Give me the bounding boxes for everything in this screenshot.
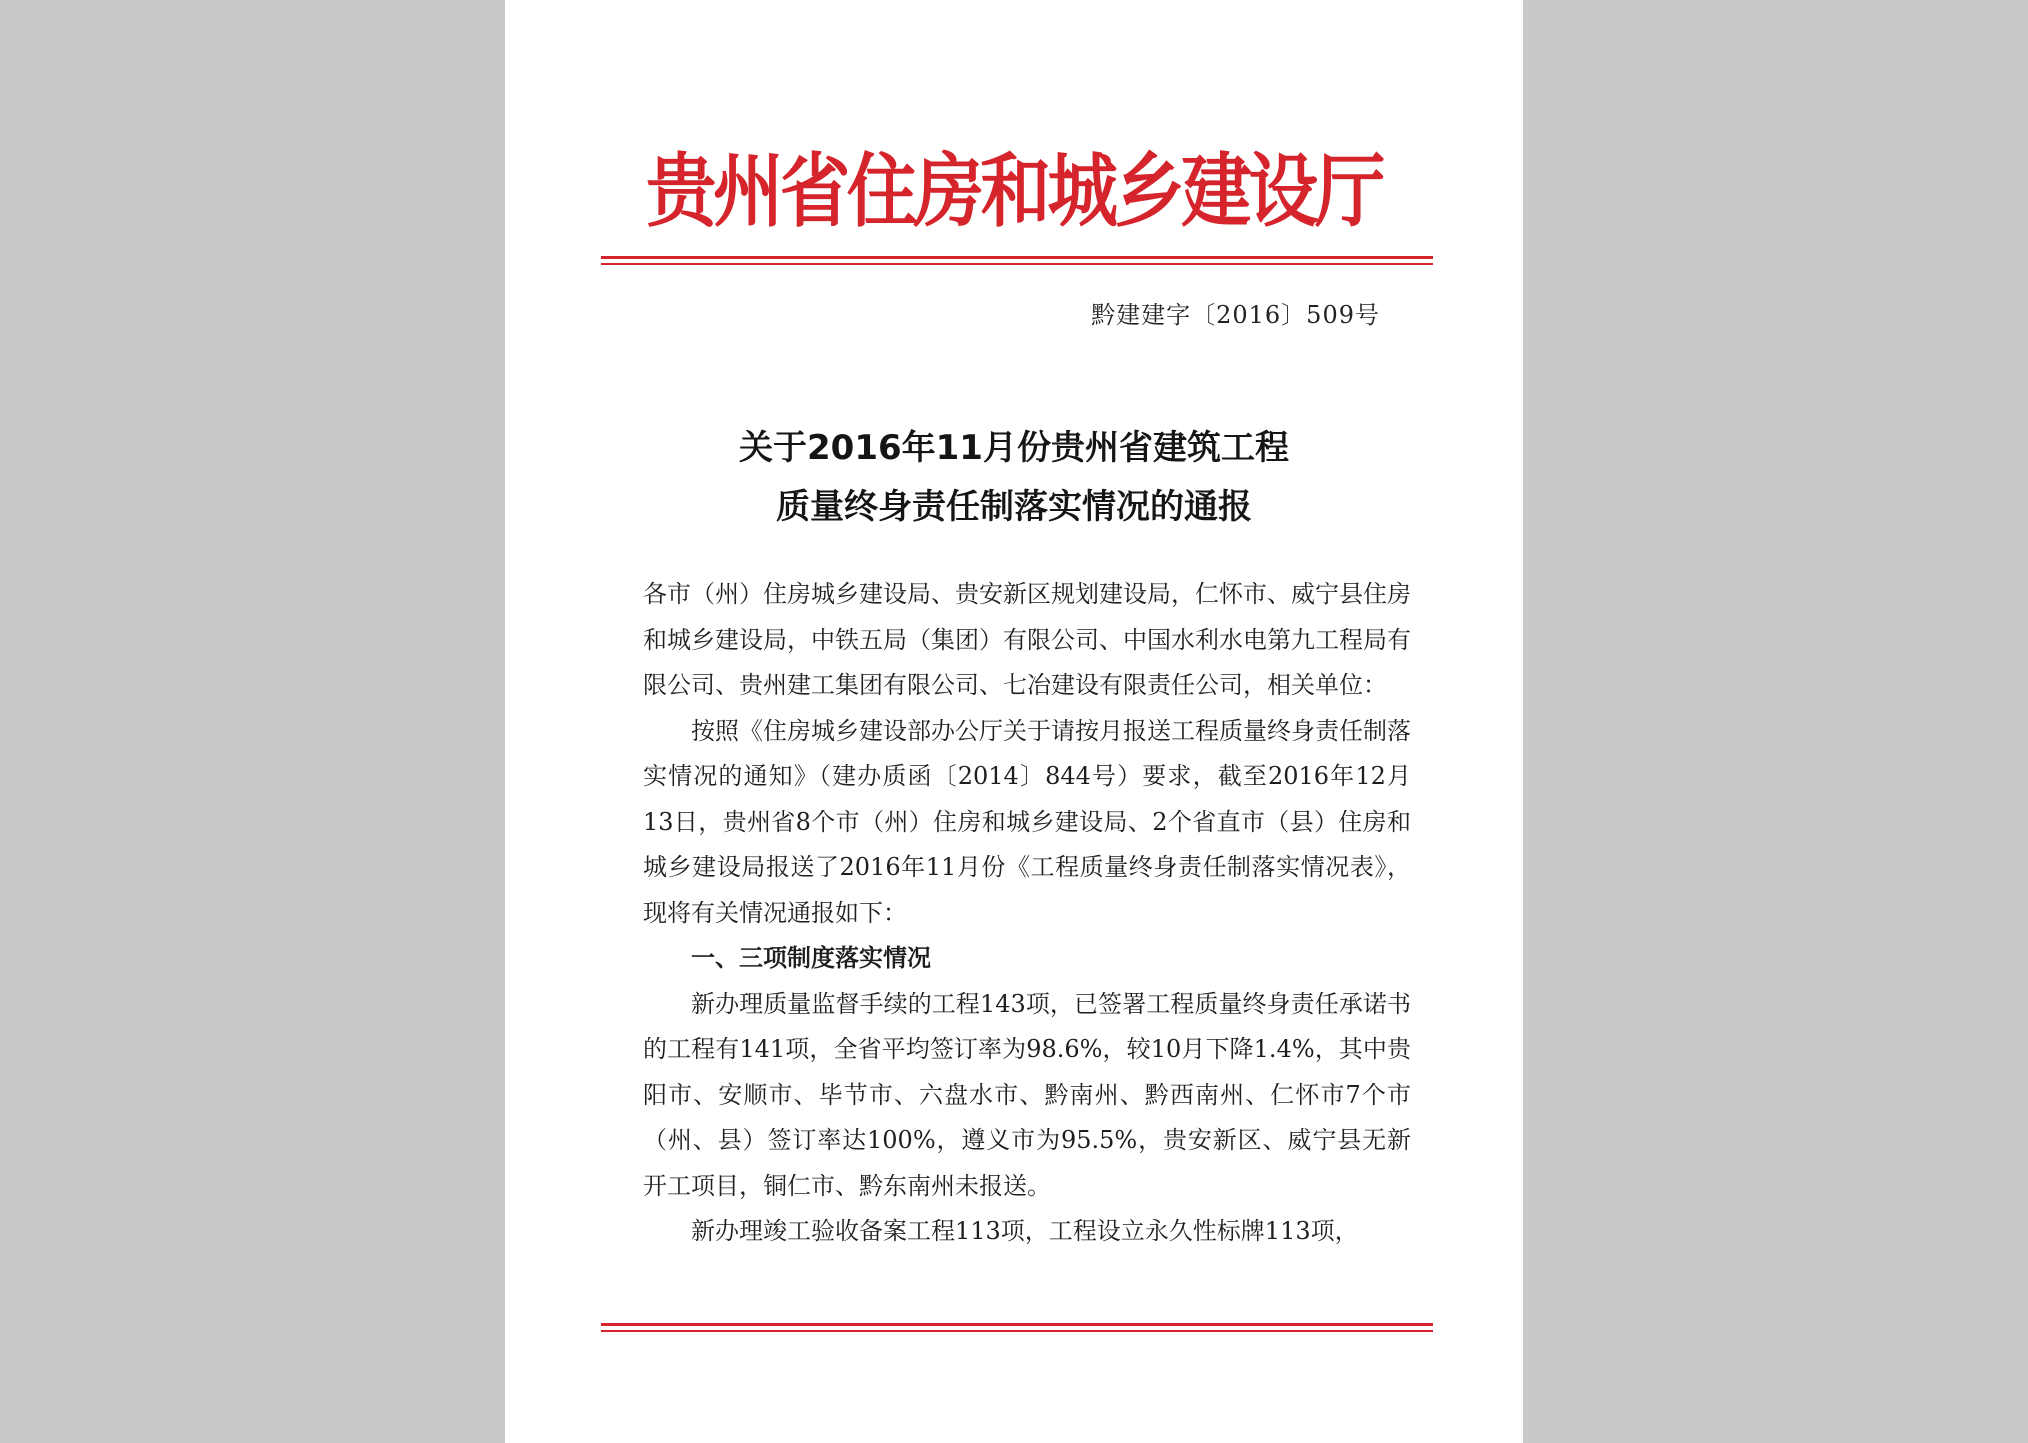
section-heading: 一、三项制度落实情况: [691, 944, 931, 972]
document-number: 黔建建字〔2016〕509号: [1091, 301, 1380, 329]
document-title-line-1: 关于2016年11月份贵州省建筑工程: [739, 428, 1289, 468]
letterhead-title: 贵州省住房和城乡建设厅: [646, 145, 1382, 238]
body-paragraph: 新办理质量监督手续的工程143项，已签署工程质量终身责任承诺书的工程有141项，全省平均签订率为98.6%，较10月下降1.4%，其中贵阳市、安顺市、毕节市、六盘水市、黔南州、黔西南州、仁怀市7个市（州、县）签订率达100%，遵义市为95.5%，贵安新区、威宁县无新开工项目，铜仁市、黔东南州未报送。: [643, 989, 1411, 1200]
footer-red-line-thin: [601, 1330, 1433, 1332]
document-page: [505, 0, 1523, 1443]
body-paragraph: 按照《住房城乡建设部办公厅关于请按月报送工程质量终身责任制落实情况的通知》（建办质函〔2014〕844号）要求，截至2016年12月13日，贵州省8个市（州）住房和城乡建设局、2个省直市（县）住房和城乡建设局报送了2016年11月份《工程质量终身责任制落实情况表》，现将有关情况通报如下：: [643, 716, 1411, 927]
document-body: [643, 572, 1411, 1255]
recipients-paragraph: 各市（州）住房城乡建设局、贵安新区规划建设局，仁怀市、威宁县住房和城乡建设局，中铁五局（集团）有限公司、中国水利水电第九工程局有限公司、贵州建工集团有限公司、七冶建设有限责任公司，相关单位：: [643, 580, 1411, 699]
letterhead-red-line: [601, 256, 1433, 259]
body-paragraph: 新办理竣工验收备案工程113项，工程设立永久性标牌113项，: [691, 1217, 1359, 1245]
document-title-line-2: 质量终身责任制落实情况的通报: [776, 487, 1252, 527]
letterhead-red-line-thin: [601, 263, 1433, 265]
footer-red-line: [601, 1323, 1433, 1326]
